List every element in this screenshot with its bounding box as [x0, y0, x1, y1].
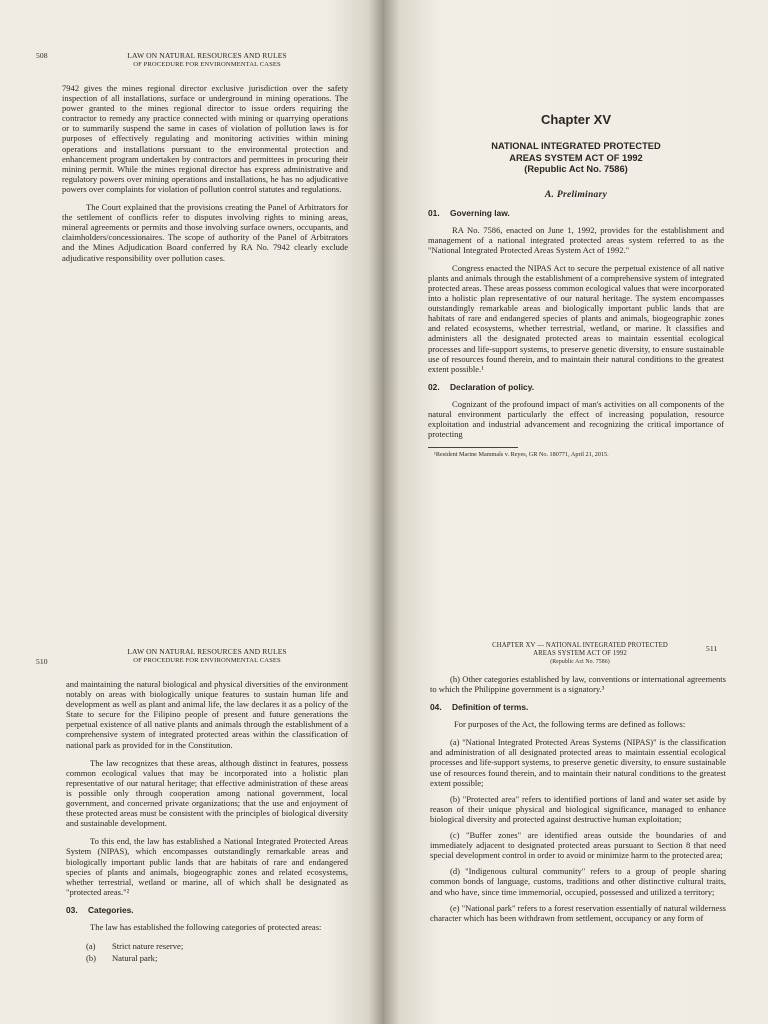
- page-508: [0, 0, 384, 512]
- definition: (b) "Protected area" refers to identified portions of land and water set aside by reason of their unique physical and biological significance, managed to enhance biological diversity and protected against destructive human exploitation;: [430, 793, 726, 824]
- section-title: Categories.: [88, 904, 134, 915]
- running-title: [460, 642, 700, 666]
- page-number: 508: [36, 51, 48, 60]
- chapter-title-line2: AREAS SYSTEM ACT OF 1992: [509, 152, 643, 163]
- definition: (d) "Indigenous cultural community" refers to a group of people sharing common bonds of language, customs, traditions and other distinctive cultural traits, and who have, since time immemorial, occupied, possessed and utilized a territory;: [430, 866, 726, 897]
- list-item-label: (b): [86, 952, 96, 963]
- section-number: 02.: [428, 381, 440, 392]
- paragraph: RA No. 7586, enacted on June 1, 1992, provides for the establishment and management of a national integrated protected areas system referred to as the "National Integrated Protected Areas System Act of 1992.": [428, 224, 724, 255]
- page-number: 511: [706, 644, 718, 653]
- definition: (c) "Buffer zones" are identified areas outside the boundaries of and immediately adjacent to designated protected areas pursuant to Section 8 that need special development control in order to avoid or minimize harm to the protected area;: [430, 830, 726, 861]
- section-heading: [430, 702, 726, 712]
- page-508-paper: [0, 0, 384, 512]
- running-title-line1: LAW ON NATURAL RESOURCES AND RULES: [127, 647, 287, 656]
- section-heading: [66, 905, 348, 915]
- section-heading: [428, 382, 724, 392]
- page-511: [384, 512, 768, 1024]
- section-title: Governing law.: [450, 207, 510, 218]
- running-header: [430, 642, 726, 674]
- running-title-line1: CHAPTER XV — NATIONAL INTEGRATED PROTECTED: [492, 642, 668, 649]
- paragraph: Congress enacted the NIPAS Act to secure the perpetual existence of all native plants and animals through the establishment of a comprehensive system of integrated protected areas. These areas possess common ecological values that were incorporated into a holistic plan representative of our natural heritage. The system encompasses outstandingly remarkable areas and biologically important public lands that are habitats of rare and endangered species of plants and animals, biogeographic zones and related ecosystems, whether terrestrial, wetland, or marine. It classifies and administers all the designated protected areas to maintain essential ecological processes and life-support systems, to preserve genetic diversity, to ensure sustainable use of resources found therein, and to maintain their natural conditions to the greatest extent possible.¹: [428, 262, 724, 374]
- paragraph: Cognizant of the profound impact of man's activities on all components of the natural environment particularly the effect of increasing population, resource exploitation and industrial advancement and recognizing the critical importance of protecting: [428, 398, 724, 440]
- list-item-text: Natural park;: [112, 952, 158, 963]
- page-511-paper: [384, 512, 768, 1024]
- running-title-line3: (Republic Act No. 7586): [550, 659, 610, 665]
- running-title-line2: OF PROCEDURE FOR ENVIRONMENTAL CASES: [133, 657, 281, 664]
- section-number: 01.: [428, 207, 440, 218]
- definition: (a) "National Integrated Protected Areas Systems (NIPAS)" is the classification and administration of all designated protected areas to maintain essential ecological processes and life-support systems, to preserve genetic diversity, to ensure sustainable use of resources found therein, and to maintain their natural conditions to the greatest extent possible;: [430, 737, 726, 788]
- list-item-text: Strict nature reserve;: [112, 940, 184, 951]
- paragraph: (h) Other categories established by law, conventions or international agreements to which the Philippine government is a signatory.³: [430, 674, 726, 695]
- running-title: [92, 51, 322, 69]
- paragraph: 7942 gives the mines regional director exclusive jurisdiction over the safety inspection of all installations, surface or underground in mining operations. The power granted to the mines regional director to issue orders requiring the contractor to remedy any practice connected with mining or quarrying operations or to summarily suspend the same in cases of violation of pollution laws is for purposes of effectively regulating and monitoring activities within mining operations and installations pursuant to the environmental protection and enhancement program undertaken by contractors and permittees in procuring their mining permit. While the mines regional director has express administrative and regulatory powers over mining operations and installations, he has no adjudicative powers over complaints for violation of pollution control statutes and regulations.: [62, 83, 348, 194]
- section-subhead: A. Preliminary: [544, 189, 608, 200]
- footnote: ¹Resident Marine Mammals v. Reyes, GR No. 180771, April 21, 2015.: [434, 451, 609, 459]
- chapter-title-line1: NATIONAL INTEGRATED PROTECTED: [491, 141, 661, 151]
- definition: (e) "National park" refers to a forest reservation essentially of natural wilderness character which has been withdrawn from settlement, occupancy or any form of: [430, 902, 726, 923]
- chapter-heading: Chapter XV: [540, 112, 612, 127]
- paragraph: and maintaining the natural biological and physical diversities of the environment notably on areas with biologically unique features to sustain human life and development as well as plant and animal life, the law declares it as a policy of the State to secure for the Filipino people of present and future generations the perpetual existence of all native plants and animals through the establishment of a comprehensive system of integrated protected areas within the classification of national park as provided for in the Constitution.: [66, 679, 348, 750]
- section-title: Definition of terms.: [452, 702, 529, 713]
- paragraph: The law has established the following categories of protected areas:: [90, 921, 322, 932]
- footnote-rule: [428, 447, 518, 448]
- chapter-title-line3: (Republic Act No. 7586): [524, 164, 628, 174]
- section-heading: [428, 208, 724, 218]
- running-header: [36, 647, 348, 673]
- running-title: [92, 647, 322, 665]
- page-number: 510: [36, 657, 48, 666]
- section-title: Declaration of policy.: [450, 381, 535, 392]
- paragraph: The law recognizes that these areas, although distinct in features, possess common ecological values that may be incorporated into a holistic plan representative of our natural heritage; that effective administration of these areas is possible only through cooperation among national government, local government, and concerned private organizations; that the use and enjoyment of these protected areas must be consistent with the principles of biological diversity and sustainable development.: [66, 757, 348, 829]
- running-title-line2: OF PROCEDURE FOR ENVIRONMENTAL CASES: [133, 61, 281, 68]
- category-list: [66, 940, 348, 964]
- section-number: 04.: [430, 702, 442, 713]
- list-item: [86, 952, 348, 964]
- page-509: [384, 0, 768, 512]
- paragraph: The Court explained that the provisions creating the Panel of Arbitrators for the settlement of conflicts refer to disputes involving rights to mining areas, mineral agreements or permits and those involving surface owners, occupants, and claimholders/concessionaires. The scope of authority of the Panel of Arbitrators and the Mines Adjudication Board conferred by RA No. 7942 clearly exclude adjudicative responsibility over pollution cases.: [62, 202, 348, 263]
- list-item-label: (a): [86, 940, 96, 951]
- page-510-paper: [0, 512, 384, 1024]
- paragraph: For purposes of the Act, the following terms are defined as follows:: [454, 719, 686, 730]
- running-title-line1: LAW ON NATURAL RESOURCES AND RULES: [127, 51, 287, 60]
- running-title-line2: AREAS SYSTEM ACT OF 1992: [533, 650, 627, 657]
- page-510: [0, 512, 384, 1024]
- page-509-paper: [384, 0, 768, 512]
- list-item: [86, 940, 348, 952]
- section-number: 03.: [66, 904, 78, 915]
- running-header: [36, 51, 348, 77]
- paragraph: To this end, the law has established a National Integrated Protected Areas System (NIPAS), which encompasses outstandingly remarkable areas and biologically important public lands that are habitats of rare and endangered species of plants and animals, biogeographic zones and related ecosystems, whether terrestrial, wetland or marine, all of which shall be designated as "protected areas."²: [66, 836, 348, 897]
